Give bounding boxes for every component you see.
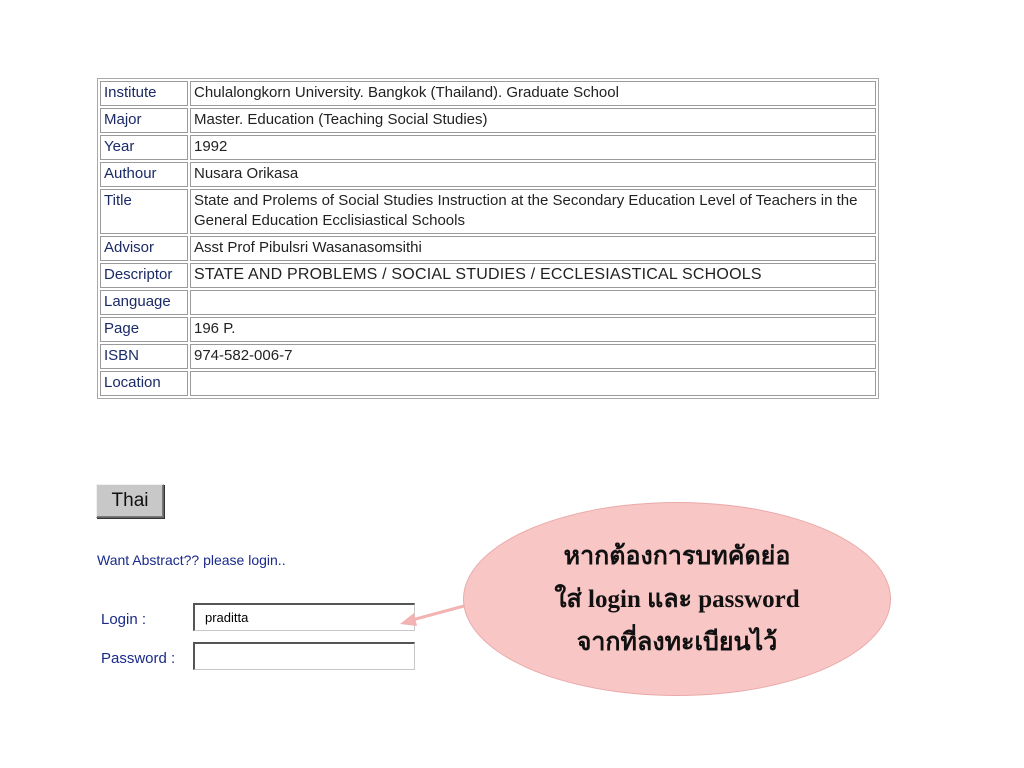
row-value-advisor: Asst Prof Pibulsri Wasanasomsithi [190, 236, 876, 261]
table-row [100, 236, 876, 261]
row-label-institute: Institute [100, 81, 188, 106]
row-label-location: Location [100, 371, 188, 396]
row-label-title: Title [100, 189, 188, 234]
row-value-institute: Chulalongkorn University. Bangkok (Thailand). Graduate School [190, 81, 876, 106]
table-row [100, 263, 876, 288]
row-label-year: Year [100, 135, 188, 160]
row-value-isbn: 974-582-006-7 [190, 344, 876, 369]
login-input[interactable] [193, 603, 415, 631]
row-label-language: Language [100, 290, 188, 315]
table-row [100, 108, 876, 133]
table-row [100, 290, 876, 315]
row-value-language [190, 290, 876, 315]
row-label-major: Major [100, 108, 188, 133]
row-value-page: 196 P. [190, 317, 876, 342]
row-label-author: Authour [100, 162, 188, 187]
login-label: Login : [101, 611, 147, 628]
callout-line-3: จากที่ลงทะเบียนไว้ [576, 628, 778, 656]
row-value-location [190, 371, 876, 396]
row-label-advisor: Advisor [100, 236, 188, 261]
arrow-shaft [412, 606, 464, 620]
table-row [100, 189, 876, 234]
abstract-login-prompt: Want Abstract?? please login.. [97, 552, 286, 568]
row-label-page: Page [100, 317, 188, 342]
table-row [100, 81, 876, 106]
row-value-major: Master. Education (Teaching Social Studies) [190, 108, 876, 133]
password-input[interactable] [193, 642, 415, 670]
table-row [100, 371, 876, 396]
row-value-author: Nusara Orikasa [190, 162, 876, 187]
row-value-year: 1992 [190, 135, 876, 160]
row-label-isbn: ISBN [100, 344, 188, 369]
table-row [100, 317, 876, 342]
row-value-title: State and Prolems of Social Studies Instruction at the Secondary Education Level of Teachers in the General Education Ecclisiastical Schools [190, 189, 876, 234]
password-label: Password : [101, 650, 176, 667]
callout-line-1: หากต้องการบทคัดย่อ [563, 542, 791, 570]
table-row [100, 135, 876, 160]
thai-language-button[interactable]: Thai [96, 484, 164, 518]
callout-line-2: ใส่ login และ password [554, 585, 800, 613]
bibliographic-record-table [97, 78, 879, 399]
table-row [100, 344, 876, 369]
table-row [100, 162, 876, 187]
row-label-descriptor: Descriptor [100, 263, 188, 288]
row-value-descriptor: STATE AND PROBLEMS / SOCIAL STUDIES / ECCLESIASTICAL SCHOOLS [190, 263, 876, 288]
login-hint-callout [463, 502, 891, 696]
